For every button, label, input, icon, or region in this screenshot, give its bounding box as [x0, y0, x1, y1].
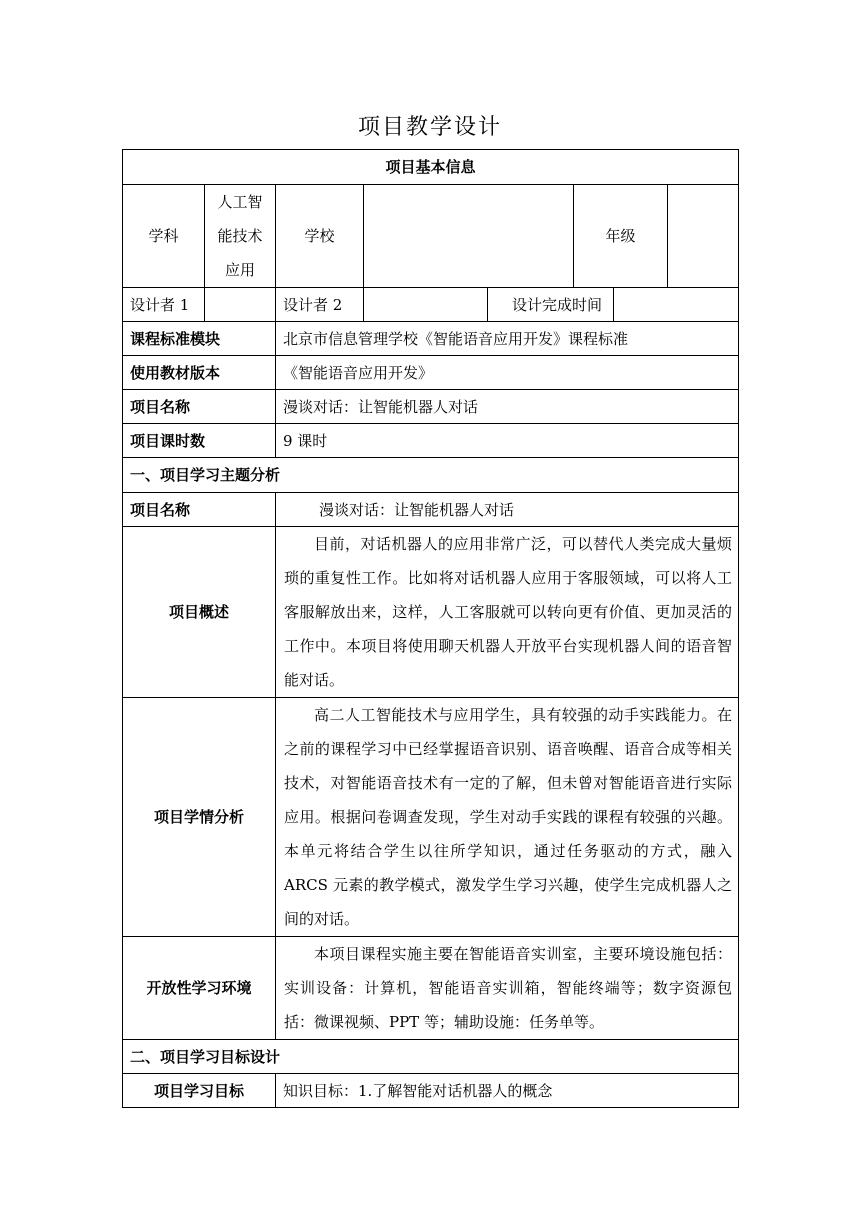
- basic-info-header: 项目基本信息: [123, 150, 739, 185]
- section1-name-value: 漫谈对话：让智能机器人对话: [276, 493, 739, 527]
- designer2-value: [364, 288, 488, 322]
- project-name-value: 漫谈对话：让智能机器人对话: [276, 390, 739, 424]
- grade-value: [668, 185, 739, 288]
- overview-label: 项目概述: [123, 527, 276, 698]
- subject-value-line: 能技术: [217, 227, 263, 245]
- grade-label: 年级: [574, 185, 668, 288]
- environment-label: 开放性学习环境: [123, 937, 276, 1040]
- goal-value: 知识目标：1.了解智能对话机器人的概念: [276, 1074, 739, 1108]
- designer1-label: 设计者 1: [123, 288, 205, 322]
- overview-text: 目前，对话机器人的应用非常广泛，可以替代人类完成大量烦琐的重复性工作。比如将对话机器人应用于客服领域，可以将人工客服解放出来，这样，人工客服就可以转向更有价值、更加灵活的工作中。本项目将使用聊天机器人开放平台实现机器人间的语音智能对话。: [276, 527, 739, 698]
- learner-analysis-text: 高二人工智能技术与应用学生，具有较强的动手实践能力。在之前的课程学习中已经掌握语音识别、语音唤醒、语音合成等相关技术，对智能语音技术有一定的了解，但未曾对智能语音进行实际应用。根据问卷调查发现，学生对动手实践的课程有较强的兴趣。本单元将结合学生以往所学知识，通过任务驱动的方式，融入 ARCS 元素的教学模式，激发学生学习兴趣，使学生完成机器人之间的对话。: [276, 698, 739, 937]
- hours-value: 9 课时: [276, 424, 739, 458]
- hours-label: 项目课时数: [123, 424, 276, 458]
- project-name-label: 项目名称: [123, 390, 276, 424]
- section1-name-label: 项目名称: [123, 493, 276, 527]
- learner-analysis-label: 项目学情分析: [123, 698, 276, 937]
- school-value: [364, 185, 574, 288]
- section1-header: 一、项目学习主题分析: [123, 458, 739, 493]
- designer2-label: 设计者 2: [276, 288, 364, 322]
- textbook-label: 使用教材版本: [123, 356, 276, 390]
- section2-header: 二、项目学习目标设计: [123, 1040, 739, 1074]
- goal-label: 项目学习目标: [123, 1074, 276, 1108]
- page-title: 项目教学设计: [357, 115, 502, 140]
- design-table: [122, 149, 739, 1108]
- standard-value: 北京市信息管理学校《智能语音应用开发》课程标准: [276, 322, 739, 356]
- textbook-value: 《智能语音应用开发》: [276, 356, 739, 390]
- completion-value: [614, 288, 739, 322]
- subject-label: 学科: [123, 185, 205, 288]
- designer1-value: [205, 288, 276, 322]
- standard-label: 课程标准模块: [123, 322, 276, 356]
- environment-text: 本项目课程实施主要在智能语音实训室，主要环境设施包括：实训设备：计算机，智能语音实训箱，智能终端等；数字资源包括：微课视频、PPT 等；辅助设施：任务单等。: [276, 937, 739, 1040]
- subject-value: [205, 185, 276, 288]
- completion-label: 设计完成时间: [488, 288, 614, 322]
- subject-value-line: 人工智: [217, 193, 263, 211]
- subject-value-line: 应用: [224, 261, 255, 279]
- school-label: 学校: [276, 185, 364, 288]
